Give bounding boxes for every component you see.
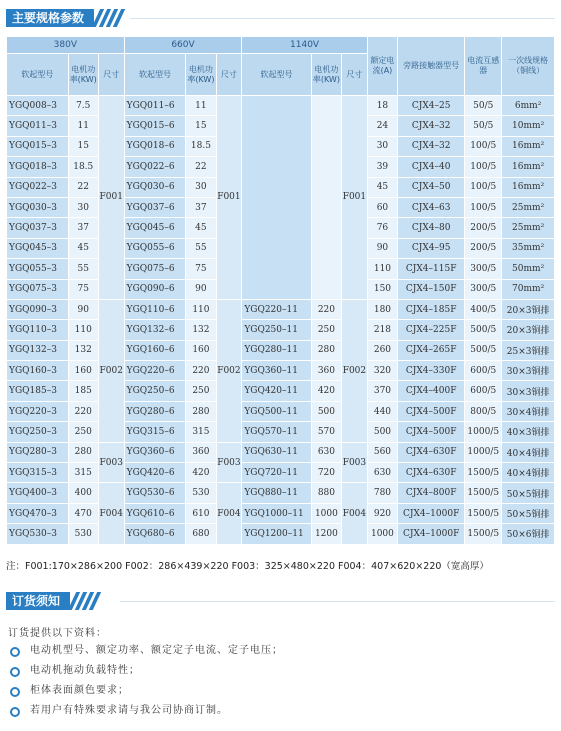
cable-spec: 6mm² <box>502 96 555 116</box>
model-380v: YGQ220–3 <box>7 401 69 421</box>
bypass-contactor: CJX4–40 <box>398 157 465 177</box>
cable-spec: 50×6铜排 <box>502 524 555 544</box>
list-item-text: 柜体表面颜色要求； <box>30 685 129 696</box>
model-660v: YGQ280–6 <box>124 401 186 421</box>
cable-spec: 40×4铜排 <box>502 463 555 483</box>
model-1140v: YGQ1200–11 <box>242 524 311 544</box>
power-1140v: 500 <box>311 401 341 421</box>
model-380v: YGQ160–3 <box>7 361 69 381</box>
list-item <box>10 704 283 724</box>
current-transformer: 200/5 <box>465 238 502 258</box>
cable-spec: 50×5铜排 <box>502 483 555 503</box>
current-transformer: 600/5 <box>465 381 502 401</box>
current-transformer: 100/5 <box>465 197 502 217</box>
bypass-contactor: CJX4–225F <box>398 320 465 340</box>
model-380v: YGQ030–3 <box>7 197 69 217</box>
cable-spec: 25mm² <box>502 197 555 217</box>
current-transformer: 300/5 <box>465 279 502 299</box>
bypass-contactor: CJX4–63 <box>398 197 465 217</box>
cable-spec: 35mm² <box>502 238 555 258</box>
power-1140v: 880 <box>311 483 341 503</box>
rated-current: 180 <box>367 299 397 319</box>
bypass-contactor: CJX4–500F <box>398 401 465 421</box>
current-transformer: 100/5 <box>465 157 502 177</box>
table-row <box>7 299 555 319</box>
group-380v: 380V <box>7 37 125 54</box>
current-transformer: 1000/5 <box>465 422 502 442</box>
model-380v: YGQ075–3 <box>7 279 69 299</box>
size-380v: F004 <box>98 483 124 544</box>
bypass-contactor: CJX4–400F <box>398 381 465 401</box>
model-660v: YGQ420–6 <box>124 463 186 483</box>
spec-table <box>6 36 555 545</box>
cable-spec: 25×3铜排 <box>502 340 555 360</box>
power-380v: 45 <box>68 238 98 258</box>
header-stripes-decoration <box>96 9 124 27</box>
col-power: 电机功率(KW) <box>186 54 216 96</box>
size-1140v: F004 <box>342 483 368 544</box>
bypass-contactor: CJX4–265F <box>398 340 465 360</box>
cable-spec: 40×4铜排 <box>502 442 555 462</box>
power-380v: 11 <box>68 116 98 136</box>
current-transformer: 100/5 <box>465 177 502 197</box>
rated-current: 45 <box>367 177 397 197</box>
power-1140v: 1000 <box>311 503 341 523</box>
size-380v: F002 <box>98 299 124 442</box>
col-bypass-contactor: 旁路接触器型号 <box>398 37 465 96</box>
power-380v: 132 <box>68 340 98 360</box>
table-row <box>7 442 555 462</box>
model-660v: YGQ090–6 <box>124 279 186 299</box>
current-transformer: 50/5 <box>465 96 502 116</box>
cable-spec: 70mm² <box>502 279 555 299</box>
spec-section-title: 主要规格参数 <box>6 9 94 27</box>
bullet-icon <box>10 707 20 717</box>
current-transformer: 50/5 <box>465 116 502 136</box>
rated-current: 110 <box>367 259 397 279</box>
model-380v: YGQ110–3 <box>7 320 69 340</box>
bypass-contactor: CJX4–150F <box>398 279 465 299</box>
bypass-contactor: CJX4–95 <box>398 238 465 258</box>
model-660v: YGQ680–6 <box>124 524 186 544</box>
bypass-contactor: CJX4–25 <box>398 96 465 116</box>
power-660v: 160 <box>186 340 216 360</box>
order-section-header <box>6 592 100 610</box>
cable-spec: 50×5铜排 <box>502 503 555 523</box>
current-transformer: 300/5 <box>465 259 502 279</box>
model-660v: YGQ075–6 <box>124 259 186 279</box>
model-660v: YGQ011–6 <box>124 96 186 116</box>
table-row <box>7 483 555 503</box>
col-current-transformer: 电流互感器 <box>465 37 502 96</box>
rated-current: 440 <box>367 401 397 421</box>
power-660v: 315 <box>186 422 216 442</box>
table-row <box>7 524 555 544</box>
power-1140v: 720 <box>311 463 341 483</box>
group-660v: 660V <box>124 37 242 54</box>
model-1140v: YGQ720–11 <box>242 463 311 483</box>
current-transformer: 800/5 <box>465 401 502 421</box>
rated-current: 18 <box>367 96 397 116</box>
list-item-text: 电动机拖动负载特性； <box>30 665 140 676</box>
power-380v: 470 <box>68 503 98 523</box>
table-row <box>7 340 555 360</box>
list-item <box>10 664 283 684</box>
col-power: 电机功率(KW) <box>311 54 341 96</box>
model-660v: YGQ250–6 <box>124 381 186 401</box>
bypass-contactor: CJX4–800F <box>398 483 465 503</box>
col-rated-current: 额定电流(A) <box>367 37 397 96</box>
cable-spec: 16mm² <box>502 177 555 197</box>
model-1140v: YGQ220–11 <box>242 299 311 319</box>
order-list <box>10 644 283 724</box>
model-380v: YGQ008–3 <box>7 96 69 116</box>
power-660v: 55 <box>186 238 216 258</box>
power-660v: 11 <box>186 96 216 116</box>
power-660v: 420 <box>186 463 216 483</box>
bypass-contactor: CJX4–185F <box>398 299 465 319</box>
power-660v: 110 <box>186 299 216 319</box>
rated-current: 60 <box>367 197 397 217</box>
rated-current: 90 <box>367 238 397 258</box>
bypass-contactor: CJX4–1000F <box>398 503 465 523</box>
bypass-contactor: CJX4–330F <box>398 361 465 381</box>
power-380v: 30 <box>68 197 98 217</box>
cable-spec: 30×3铜排 <box>502 381 555 401</box>
size-1140v: F003 <box>342 442 368 483</box>
power-660v: 220 <box>186 361 216 381</box>
power-380v: 160 <box>68 361 98 381</box>
bypass-contactor: CJX4–1000F <box>398 524 465 544</box>
power-380v: 530 <box>68 524 98 544</box>
rated-current: 150 <box>367 279 397 299</box>
current-transformer: 1500/5 <box>465 503 502 523</box>
model-380v: YGQ400–3 <box>7 483 69 503</box>
cable-spec: 20×3铜排 <box>502 320 555 340</box>
current-transformer: 400/5 <box>465 299 502 319</box>
power-1140v: 420 <box>311 381 341 401</box>
table-row <box>7 503 555 523</box>
model-380v: YGQ090–3 <box>7 299 69 319</box>
model-660v: YGQ022–6 <box>124 157 186 177</box>
bypass-contactor: CJX4–500F <box>398 422 465 442</box>
model-660v: YGQ015–6 <box>124 116 186 136</box>
bypass-contactor: CJX4–32 <box>398 136 465 156</box>
bullet-icon <box>10 647 20 657</box>
col-size: 尺寸 <box>216 54 242 96</box>
dimension-note: 注：F001:170×286×200 F002：286×439×220 F003：325×480×220 F004：407×620×220（宽高厚） <box>6 561 489 572</box>
model-660v: YGQ110–6 <box>124 299 186 319</box>
model-660v: YGQ610–6 <box>124 503 186 523</box>
model-660v: YGQ315–6 <box>124 422 186 442</box>
col-size: 尺寸 <box>98 54 124 96</box>
power-660v: 22 <box>186 157 216 177</box>
current-transformer: 100/5 <box>465 136 502 156</box>
spec-section-header <box>6 9 124 27</box>
size-1140v: F001 <box>342 96 368 300</box>
table-row <box>7 401 555 421</box>
table-row <box>7 422 555 442</box>
table-row <box>7 361 555 381</box>
model-380v: YGQ132–3 <box>7 340 69 360</box>
group-1140v: 1140V <box>242 37 368 54</box>
model-660v: YGQ018–6 <box>124 136 186 156</box>
size-1140v: F002 <box>342 299 368 442</box>
power-380v: 400 <box>68 483 98 503</box>
model-380v: YGQ022–3 <box>7 177 69 197</box>
power-380v: 7.5 <box>68 96 98 116</box>
power-380v: 220 <box>68 401 98 421</box>
power-380v: 250 <box>68 422 98 442</box>
power-1140v: 360 <box>311 361 341 381</box>
header-stripes-decoration <box>72 592 100 610</box>
model-660v: YGQ360–6 <box>124 442 186 462</box>
model-660v: YGQ220–6 <box>124 361 186 381</box>
model-380v: YGQ250–3 <box>7 422 69 442</box>
table-row <box>7 320 555 340</box>
cable-spec: 16mm² <box>502 157 555 177</box>
model-1140v: YGQ420–11 <box>242 381 311 401</box>
model-1140v: YGQ880–11 <box>242 483 311 503</box>
power-660v: 132 <box>186 320 216 340</box>
size-660v: F001 <box>216 96 242 300</box>
model-660v: YGQ045–6 <box>124 218 186 238</box>
col-model: 软起型号 <box>7 54 69 96</box>
power-660v: 30 <box>186 177 216 197</box>
current-transformer: 500/5 <box>465 320 502 340</box>
rated-current: 370 <box>367 381 397 401</box>
list-item <box>10 684 283 704</box>
bypass-contactor: CJX4–50 <box>398 177 465 197</box>
model-660v: YGQ030–6 <box>124 177 186 197</box>
size-380v: F003 <box>98 442 124 483</box>
model-380v: YGQ280–3 <box>7 442 69 462</box>
model-660v: YGQ530–6 <box>124 483 186 503</box>
model-660v: YGQ160–6 <box>124 340 186 360</box>
power-380v: 15 <box>68 136 98 156</box>
rated-current: 218 <box>367 320 397 340</box>
model-660v: YGQ055–6 <box>124 238 186 258</box>
power-660v: 360 <box>186 442 216 462</box>
rated-current: 1000 <box>367 524 397 544</box>
cable-spec: 10mm² <box>502 116 555 136</box>
cable-spec: 25mm² <box>502 218 555 238</box>
power-660v: 250 <box>186 381 216 401</box>
list-item-text: 电动机型号、额定功率、额定定子电流、定子电压； <box>30 645 283 656</box>
table-row <box>7 463 555 483</box>
model-380v: YGQ530–3 <box>7 524 69 544</box>
model-1140v: YGQ1000–11 <box>242 503 311 523</box>
power-380v: 90 <box>68 299 98 319</box>
rated-current: 24 <box>367 116 397 136</box>
list-item <box>10 644 283 664</box>
rated-current: 39 <box>367 157 397 177</box>
model-660v: YGQ132–6 <box>124 320 186 340</box>
power-1140v-empty <box>311 96 341 300</box>
rated-current: 500 <box>367 422 397 442</box>
power-380v: 37 <box>68 218 98 238</box>
rated-current: 920 <box>367 503 397 523</box>
power-660v: 15 <box>186 116 216 136</box>
rated-current: 320 <box>367 361 397 381</box>
power-1140v: 250 <box>311 320 341 340</box>
power-1140v: 220 <box>311 299 341 319</box>
model-1140v: YGQ570–11 <box>242 422 311 442</box>
cable-spec: 20×3铜排 <box>502 299 555 319</box>
model-1140v: YGQ250–11 <box>242 320 311 340</box>
current-transformer: 500/5 <box>465 340 502 360</box>
size-380v: F001 <box>98 96 124 300</box>
order-intro: 订货提供以下资料： <box>8 628 107 639</box>
col-model: 软起型号 <box>124 54 186 96</box>
model-1140v-empty <box>242 96 311 300</box>
table-row <box>7 381 555 401</box>
bypass-contactor: CJX4–80 <box>398 218 465 238</box>
power-1140v: 1200 <box>311 524 341 544</box>
model-380v: YGQ185–3 <box>7 381 69 401</box>
power-660v: 90 <box>186 279 216 299</box>
power-380v: 280 <box>68 442 98 462</box>
power-660v: 37 <box>186 197 216 217</box>
rated-current: 630 <box>367 463 397 483</box>
size-660v: F002 <box>216 299 242 442</box>
col-cable-spec: 一次线规格（铜线） <box>502 37 555 96</box>
cable-spec: 40×3铜排 <box>502 422 555 442</box>
col-power: 电机功率(KW) <box>68 54 98 96</box>
power-660v: 18.5 <box>186 136 216 156</box>
bullet-icon <box>10 667 20 677</box>
power-660v: 280 <box>186 401 216 421</box>
model-380v: YGQ018–3 <box>7 157 69 177</box>
power-380v: 185 <box>68 381 98 401</box>
model-1140v: YGQ630–11 <box>242 442 311 462</box>
table-row <box>7 96 555 116</box>
power-660v: 530 <box>186 483 216 503</box>
bypass-contactor: CJX4–32 <box>398 116 465 136</box>
current-transformer: 600/5 <box>465 361 502 381</box>
order-section-title: 订货须知 <box>6 592 70 610</box>
rated-current: 560 <box>367 442 397 462</box>
col-model: 软起型号 <box>242 54 311 96</box>
power-660v: 75 <box>186 259 216 279</box>
model-380v: YGQ045–3 <box>7 238 69 258</box>
power-1140v: 570 <box>311 422 341 442</box>
power-380v: 18.5 <box>68 157 98 177</box>
model-380v: YGQ015–3 <box>7 136 69 156</box>
power-380v: 110 <box>68 320 98 340</box>
current-transformer: 1000/5 <box>465 442 502 462</box>
col-size: 尺寸 <box>342 54 368 96</box>
rated-current: 260 <box>367 340 397 360</box>
power-380v: 55 <box>68 259 98 279</box>
current-transformer: 1500/5 <box>465 483 502 503</box>
power-1140v: 630 <box>311 442 341 462</box>
rated-current: 76 <box>367 218 397 238</box>
list-item-text: 若用户有特殊要求请与我公司协商订制。 <box>30 705 228 716</box>
power-380v: 75 <box>68 279 98 299</box>
current-transformer: 200/5 <box>465 218 502 238</box>
model-1140v: YGQ500–11 <box>242 401 311 421</box>
model-380v: YGQ011–3 <box>7 116 69 136</box>
cable-spec: 16mm² <box>502 136 555 156</box>
section-divider <box>120 601 555 602</box>
power-380v: 22 <box>68 177 98 197</box>
section-divider <box>130 18 555 19</box>
cable-spec: 30×4铜排 <box>502 401 555 421</box>
size-660v: F003 <box>216 442 242 483</box>
size-660v: F004 <box>216 483 242 544</box>
cable-spec: 50mm² <box>502 259 555 279</box>
bypass-contactor: CJX4–630F <box>398 463 465 483</box>
power-660v: 680 <box>186 524 216 544</box>
power-380v: 315 <box>68 463 98 483</box>
power-660v: 45 <box>186 218 216 238</box>
rated-current: 780 <box>367 483 397 503</box>
model-1140v: YGQ280–11 <box>242 340 311 360</box>
power-660v: 610 <box>186 503 216 523</box>
model-380v: YGQ470–3 <box>7 503 69 523</box>
model-660v: YGQ037–6 <box>124 197 186 217</box>
cable-spec: 30×3铜排 <box>502 361 555 381</box>
current-transformer: 1500/5 <box>465 524 502 544</box>
model-1140v: YGQ360–11 <box>242 361 311 381</box>
model-380v: YGQ055–3 <box>7 259 69 279</box>
power-1140v: 280 <box>311 340 341 360</box>
current-transformer: 1500/5 <box>465 463 502 483</box>
bullet-icon <box>10 687 20 697</box>
model-380v: YGQ315–3 <box>7 463 69 483</box>
bypass-contactor: CJX4–630F <box>398 442 465 462</box>
rated-current: 30 <box>367 136 397 156</box>
bypass-contactor: CJX4–115F <box>398 259 465 279</box>
model-380v: YGQ037–3 <box>7 218 69 238</box>
